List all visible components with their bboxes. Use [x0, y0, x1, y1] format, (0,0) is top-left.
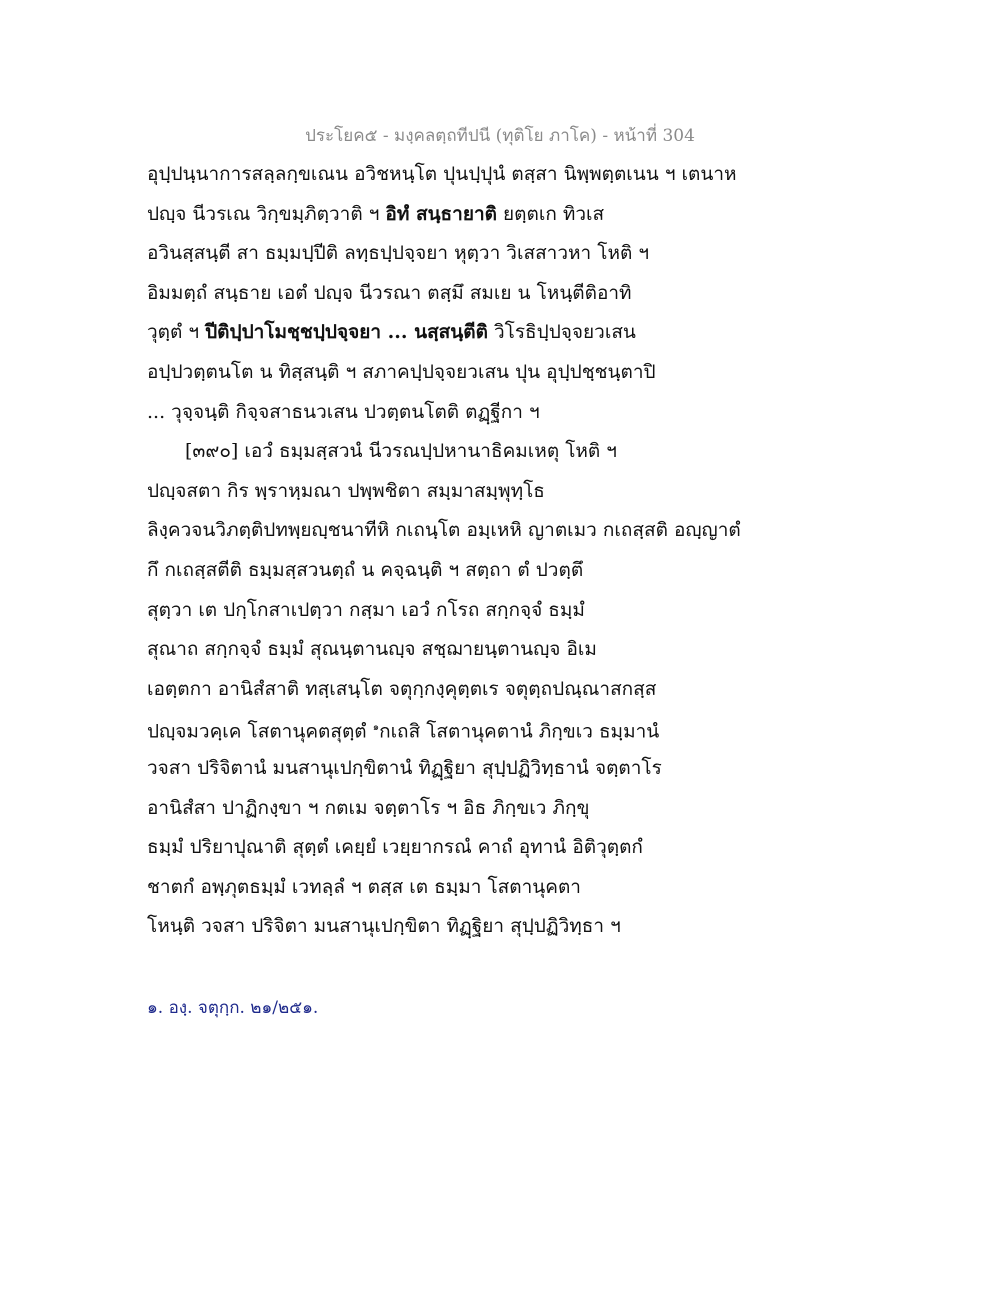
text-line	[147, 356, 747, 396]
text-line	[147, 673, 747, 713]
text-run: วจสา ปริจิตานํ มนสานุเปกฺขิตานํ ทิฏฺฐิยา สุปฺปฏิวิทฺธานํ จตฺตาโร	[147, 756, 662, 779]
text-run: อิมมตฺถํ สนฺธาย เอตํ ปญฺจ นีวรณา ตสฺมึ สมเย น โหนฺตีติอาทิ	[147, 281, 632, 304]
text-line	[147, 198, 747, 238]
text-run: ปญฺจ นีวรเณ วิกฺขมฺภิตฺวาติ ฯ	[147, 202, 386, 225]
footnote-marker[interactable]: ๑	[372, 722, 380, 734]
text-run: เอตฺตกา อานิสํสาติ ทสฺเสนฺโต จตุกฺกงฺคุตฺตเร จตุตฺถปณฺณาสกสฺส	[147, 677, 657, 700]
text-line	[147, 752, 747, 792]
text-run: ปญฺจสตา กิร พฺราหฺมณา ปพฺพชิตา สมฺมาสมฺพุทฺโธ	[147, 479, 545, 502]
text-run: กึ กเถสฺสตีติ ธมฺมสฺสวนตฺถํ น คจฺฉนฺติ ฯ สตฺถา ตํ ปวตฺตึ	[147, 558, 584, 581]
text-run: [๓๙๐] เอวํ ธมฺมสฺสวนํ นีวรณปฺปหานาธิคมเหตุ โหติ ฯ	[185, 440, 617, 463]
text-line	[147, 633, 747, 673]
text-run: อวินสฺสนฺตี สา ธมฺมปฺปีติ ลทฺธปฺปจฺจยา หุตฺวา วิเสสาวหา โหติ ฯ	[147, 242, 650, 265]
text-line	[147, 910, 747, 950]
text-line	[147, 792, 747, 832]
body-text	[147, 158, 747, 950]
text-line	[147, 594, 747, 634]
text-run: สุตฺวา เต ปกฺโกสาเปตฺวา กสฺมา เอวํ กโรถ สกฺกจฺจํ ธมฺมํ	[147, 598, 585, 621]
text-run: อุปฺปนฺนาการสลฺลกฺขเณน อวิชหนฺโต ปุนปฺปุนํ ตสฺสา นิพฺพตฺตเนน ฯ เตนาห	[147, 163, 737, 185]
text-line	[147, 316, 747, 356]
text-run: ยตฺตเก ทิวเส	[496, 202, 605, 225]
text-run: ชาตกํ อพฺภุตธมฺมํ เวทลฺลํ ฯ ตสฺส เต ธมฺมา โสตานุคตา	[147, 875, 581, 898]
text-run: กเถสิ โสตานุคตานํ ภิกฺขเว ธมฺมานํ	[379, 720, 660, 743]
footnote: ๑. องฺ. จตุกฺก. ๒๑/๒๕๑.	[147, 998, 319, 1018]
text-run: ธมฺมํ ปริยาปุณาติ สุตฺตํ เคยฺยํ เวยฺยากรณํ คาถํ อุทานํ อิติวุตฺตกํ	[147, 836, 643, 859]
text-line	[147, 396, 747, 436]
text-line	[147, 554, 747, 594]
text-line	[147, 277, 747, 317]
text-run: โหนฺติ วจสา ปริจิตา มนสานุเปกฺขิตา ทิฏฺฐิยา สุปฺปฏิวิทฺธา ฯ	[147, 915, 621, 938]
text-line	[147, 158, 747, 198]
bold-lemma: อิทํ สนฺธายาติ	[385, 202, 497, 225]
text-run: อปฺปวตฺตนโต น ทิสฺสนฺติ ฯ สภาคปฺปจฺจยวเสน ปุน อุปฺปชฺชนฺตาปิ	[147, 360, 656, 383]
text-line	[147, 871, 747, 911]
text-run: ลิงฺควจนวิภตฺติปทพฺยญฺชนาทีหิ กเถนฺโต อมฺเหหิ ญาตเมว กเถสฺสติ อญฺญาตํ	[147, 519, 741, 542]
text-line	[147, 831, 747, 871]
page-header: ประโยค๕ - มงฺคลตฺถทีปนี (ทุติโย ภาโค) - หน้าที่ 304	[305, 126, 695, 146]
bold-lemma: ปีติปฺปาโมชฺชปฺปจฺจยา ... นสฺสนฺตีติ	[205, 321, 488, 344]
text-run: ปญฺจมวคฺเค โสตานุคตสุตฺตํ	[147, 720, 373, 743]
text-run: สุณาถ สกฺกจฺจํ ธมฺมํ สุณนฺตานญฺจ สชฺฌายนฺตานญฺจ อิเม	[147, 638, 597, 661]
paragraph-number-line	[147, 435, 747, 475]
text-line	[147, 514, 747, 554]
text-run: ... วุจฺจนฺติ กิจฺจสาธนวเสน ปวตฺตนโตติ ตฏฺฐีกา ฯ	[147, 400, 540, 423]
text-line	[147, 475, 747, 515]
text-line	[147, 237, 747, 277]
text-run: อานิสํสา ปาฏิกงฺขา ฯ กตเม จตฺตาโร ฯ อิธ ภิกฺขเว ภิกฺขุ	[147, 796, 590, 819]
text-line	[147, 712, 747, 752]
text-run: วิโรธิปฺปจฺจยวเสน	[487, 321, 636, 344]
text-run: วุตฺตํ ฯ	[147, 321, 206, 344]
